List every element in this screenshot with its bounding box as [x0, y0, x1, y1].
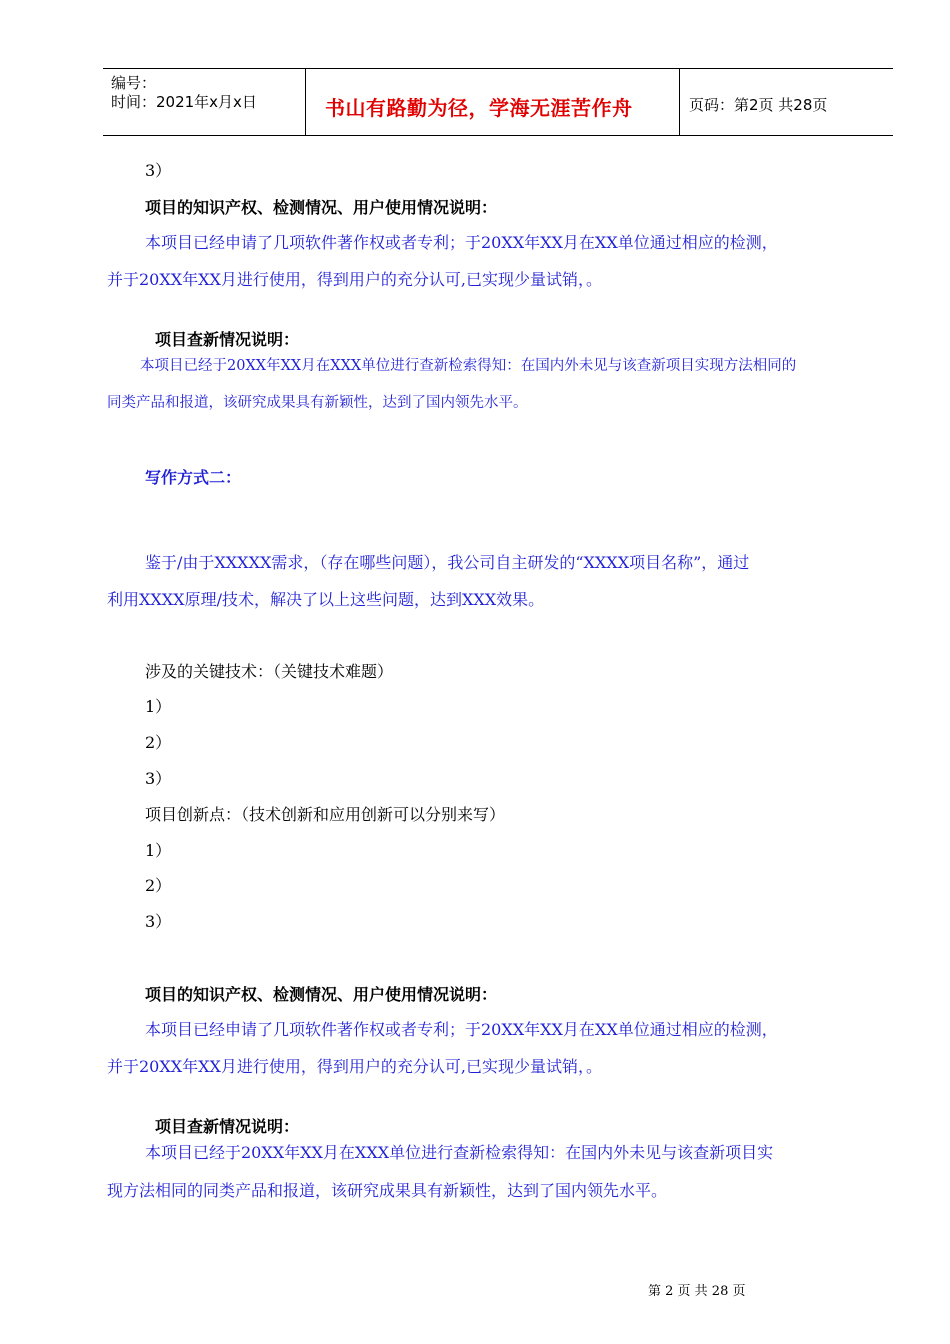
list-item: 1）: [145, 697, 172, 716]
search-paragraph-line: 本项目已经于20XX年XX月在XXX单位进行查新检索得知：在国内外未见与该查新项目实现方法相同的: [140, 358, 797, 374]
search-heading: 项目查新情况说明：: [155, 1117, 300, 1136]
ip-paragraph-line: 本项目已经申请了几项软件著作权或者专利；于20XX年XX月在XX单位通过相应的检测，: [145, 233, 778, 252]
time-label: 时间：2021年x月x日: [111, 93, 257, 111]
header-motto-cell: [305, 69, 680, 135]
search-paragraph-line: 本项目已经于20XX年XX月在XXX单位进行查新检索得知：在国内外未见与该查新项目实: [145, 1143, 774, 1162]
method2-heading: 写作方式二：: [145, 468, 242, 487]
ip-paragraph-line: 并于20XX年XX月进行使用，得到用户的充分认可,已实现少量试销，。: [107, 1057, 603, 1076]
list-item: 3）: [145, 769, 172, 788]
intro-paragraph-line: 利用XXXX原理/技术，解决了以上这些问题，达到XXX效果。: [107, 590, 545, 609]
search-paragraph-line: 同类产品和报道，该研究成果具有新颖性，达到了国内领先水平。: [107, 395, 528, 411]
list-item: 2）: [145, 876, 172, 895]
page-footer: 第 2 页 共 28 页: [648, 1284, 746, 1299]
search-paragraph-line: 现方法相同的同类产品和报道，该研究成果具有新颖性，达到了国内领先水平。: [107, 1181, 668, 1200]
header-meta-cell: [103, 69, 306, 135]
search-heading: 项目查新情况说明：: [155, 330, 300, 349]
page-header: [103, 68, 893, 136]
ip-heading: 项目的知识产权、检测情况、用户使用情况说明：: [145, 985, 498, 1004]
key-tech-heading: 涉及的关键技术：（关键技术难题）: [145, 662, 394, 681]
ip-paragraph-line: 并于20XX年XX月进行使用，得到用户的充分认可,已实现少量试销，。: [107, 270, 603, 289]
ip-paragraph-line: 本项目已经申请了几项软件著作权或者专利；于20XX年XX月在XX单位通过相应的检测，: [145, 1020, 778, 1039]
header-page-cell: [679, 69, 893, 135]
page-label: 页码：第2页 共28页: [689, 96, 828, 114]
list-item: 3）: [145, 161, 172, 180]
list-item: 3）: [145, 912, 172, 931]
intro-paragraph-line: 鉴于/由于XXXXX需求，（存在哪些问题），我公司自主研发的“XXXX项目名称”，通过: [145, 553, 750, 572]
motto: 书山有路勤为径，学海无涯苦作舟: [325, 96, 633, 120]
number-label: 编号：: [111, 74, 157, 92]
innovation-heading: 项目创新点：（技术创新和应用创新可以分别来写）: [145, 805, 506, 824]
list-item: 1）: [145, 841, 172, 860]
list-item: 2）: [145, 733, 172, 752]
ip-heading: 项目的知识产权、检测情况、用户使用情况说明：: [145, 198, 498, 217]
